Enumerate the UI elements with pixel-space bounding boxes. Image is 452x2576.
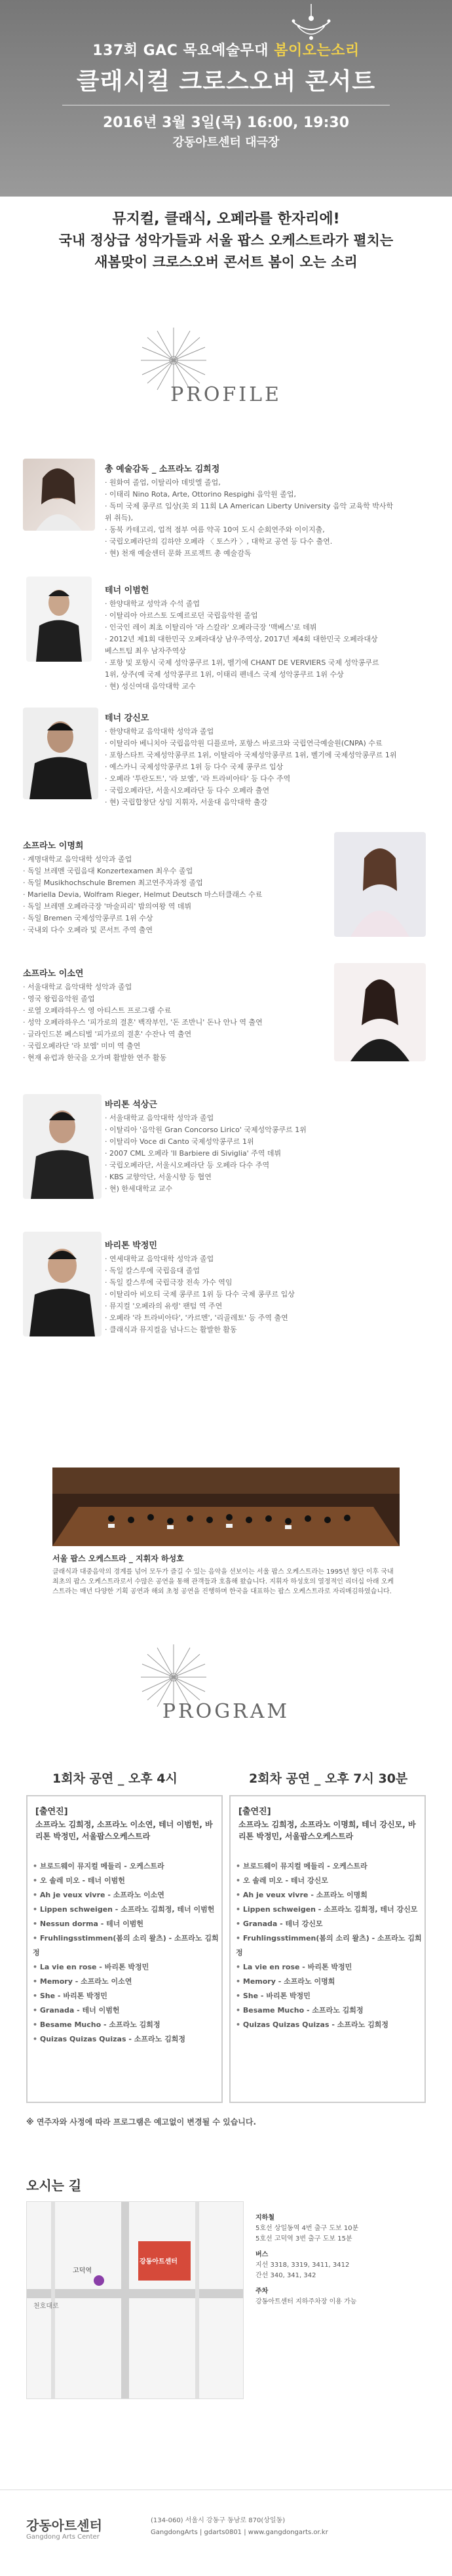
- list-item: • Fruhlingsstimmen(봄의 소리 왈츠) - 소프라노 김희정: [33, 1931, 219, 1960]
- program-section-marker: [0, 1638, 452, 1736]
- parking-line: 강동아트센터 지하주차장 이용 가능: [255, 2298, 357, 2305]
- profile-photo-1: [23, 459, 95, 531]
- profile-name: 바리톤 박정민: [105, 1241, 157, 1251]
- program-1-heading: 1회차 공연 _ 오후 4시: [52, 1771, 178, 1786]
- profile-line: · 국내외 다수 오페라 및 콘서트 주역 출연: [23, 926, 153, 934]
- list-item: • Ah je veux vivre - 소프라노 이명희: [236, 1888, 422, 1903]
- profile-line: · 예스카니 국제성악콩쿠르 1위 등 다수 국제 콩쿠르 입상: [105, 763, 284, 771]
- list-item: • Memory - 소프라노 이명희: [236, 1975, 422, 1989]
- bus-line: 간선 340, 341, 342: [255, 2272, 316, 2279]
- profile-3: [105, 711, 445, 808]
- profile-line: · 이탈리아 비오티 국제 콩쿠르 1위 등 다수 국제 콩쿠르 입상: [105, 1290, 295, 1298]
- profile-2: [105, 583, 445, 692]
- profile-name: 테너 이범헌: [105, 586, 149, 596]
- profile-line: · 독일 Musikhochschule Bremen 최고연주자과정 졸업: [23, 879, 203, 887]
- list-item: • Quizas Quizas Quizas - 소프라노 김희정: [33, 2032, 219, 2047]
- subway-title: 지하철: [255, 2214, 274, 2222]
- profile-line: · 원화여 졸업, 이탈리아 데빗엘 졸업,: [105, 478, 221, 487]
- list-item: • Fruhlingsstimmen(봄의 소리 왈츠) - 소프라노 김희정: [236, 1931, 422, 1960]
- program-section-title: PROGRAM: [162, 1700, 290, 1723]
- map-label-station: 고덕역: [73, 2267, 92, 2275]
- intro-line-2: 국내 정상급 성악가들과 서울 팝스 오케스트라가 펼치는: [58, 233, 394, 248]
- profile-line: · 현) 천재 예술센터 문화 프로젝트 총 예술감독: [105, 549, 252, 558]
- orchestra-description: 클래식과 대중음악의 경계를 넘어 모두가 즐길 수 있는 음악을 선보이는 서울 팝스 오케스트라는 1995년 창단 이후 국내 최초의 팝스 오케스트라로서 수많은 공연을 통해 관객들과 호흡해 왔습니다. 지휘자 하성호의 열정적인 리더십 아래 오케스트라는 매년 다양한 기획 공연과 해외 초청 공연을 진행하며 한국을 대표하는 팝스 오케스트라로 자리매김하였습니다.: [52, 1568, 394, 1595]
- header-venue: 강동아트센터 대극장: [172, 136, 280, 149]
- profile-line: · 로열 오페라하우스 영 아티스트 프로그램 수료: [23, 1006, 172, 1015]
- profile-line: · 포항 및 포항시 국제 성악콩쿠르 1위, 벨기에 CHANT DE VERVIERS 국제 성악콩쿠르: [105, 658, 379, 667]
- orchestra-title: 서울 팝스 오케스트라 _ 지휘자 하성호: [52, 1554, 184, 1563]
- profile-1: [105, 462, 445, 559]
- profile-line: 베스트팀 최우 남자주역상: [105, 647, 186, 655]
- profile-photo-3: [23, 708, 98, 799]
- profile-5: [23, 966, 298, 1064]
- cast-label: [출연진]: [35, 1807, 68, 1817]
- program-2-list: [236, 1859, 422, 2032]
- list-item: • Granada - 테너 강신모: [236, 1917, 422, 1931]
- program-note: ※ 연주자와 사정에 따라 프로그램은 예고없이 변경될 수 있습니다.: [26, 2117, 257, 2127]
- profile-line: · 서울대학교 음악대학 성악과 졸업: [105, 1114, 214, 1122]
- list-item: • Lippen schweigen - 소프라노 김희정, 테너 이범헌: [33, 1903, 219, 1917]
- list-item: • La vie en rose - 바리톤 박정민: [33, 1960, 219, 1975]
- program-2-box: [229, 1795, 426, 2103]
- footer-logo: 강동아트센터: [26, 2518, 102, 2533]
- profile-line: · 오페라 '라 트라비아타', '카르멘', '리골레토' 등 주역 출연: [105, 1314, 288, 1322]
- profile-line: · 성악 오페라하우스 '피가로의 결혼' 백작부인, '돈 조반니' 돈나 안나 역 출연: [23, 1018, 263, 1027]
- intro-text: [0, 208, 452, 273]
- profile-line: · 글라인드본 페스티벌 '피가로의 결혼' 수잔나 역 출연: [23, 1030, 192, 1038]
- profile-line: · 독미 국제 콩쿠르 입상(美 외 11회 LA American Liberty University 음악 교육학 박사학: [105, 502, 394, 510]
- subway-line: 5호선 고덕역 3번 출구 도보 15분: [255, 2235, 352, 2243]
- list-item: • Quizas Quizas Quizas - 소프라노 김희정: [236, 2018, 422, 2032]
- profile-line: · 연세대학교 음악대학 성악과 졸업: [105, 1255, 214, 1263]
- profile-line: · 이탈리아 '음악원 Gran Concorso Lirico' 국제성악콩쿠르 1위: [105, 1126, 307, 1134]
- profile-section-marker: [0, 321, 452, 419]
- profile-line: · 국립오페라단의 김하얀 오페라 〈 토스카 〉, 대학교 공연 등 다수 출연.: [105, 537, 333, 546]
- profile-line: · 독일 브레멘 국립음대 Konzertexamen 최우수 졸업: [23, 867, 193, 875]
- profile-line: · 2007 CML 오페라 'Il Barbiere di Siviglia' 주역 데뷔: [105, 1149, 282, 1158]
- program-1-list: [33, 1859, 219, 2047]
- list-item: • 브로드웨이 뮤지컬 메들리 - 오케스트라: [236, 1859, 422, 1874]
- cast-label: [출연진]: [238, 1807, 271, 1817]
- profile-line: · 한양대학교 음악대학 성악과 졸업: [105, 727, 214, 736]
- list-item: • La vie en rose - 바리톤 박정민: [236, 1960, 422, 1975]
- list-item: • Besame Mucho - 소프라노 김희정: [236, 2003, 422, 2018]
- parking-title: 주차: [255, 2288, 269, 2295]
- profile-line: · 한양대학교 성악과 수석 졸업: [105, 599, 200, 608]
- profile-line: · 국립오페라단 '라 보엠' 미미 역 출연: [23, 1042, 141, 1050]
- header-subtitle-prefix: 137회 GAC 목요예술무대: [92, 43, 269, 59]
- list-item: • She - 바리톤 박정민: [33, 1989, 219, 2003]
- list-item: • 오 솔레 미오 - 테너 이범헌: [33, 1874, 219, 1888]
- footer-links[interactable]: GangdongArts | gdarts0801 | www.gangdongarts.or.kr: [151, 2529, 328, 2536]
- profile-name: 바리톤 석상근: [105, 1100, 157, 1110]
- intro-line-3: 새봄맞이 크로스오버 콘서트 봄이 오는 소리: [94, 254, 358, 270]
- bus-line: 지선 3318, 3319, 3411, 3412: [255, 2262, 350, 2269]
- profile-line: · 영국 왕립음악원 졸업: [23, 994, 95, 1003]
- profile-line: · 이태리 Nino Rota, Arte, Ottorino Respighi 음악원 졸업,: [105, 490, 297, 499]
- list-item: • Ah je veux vivre - 소프라노 이소연: [33, 1888, 219, 1903]
- profile-line: · 계명대학교 음악대학 성악과 졸업: [23, 855, 132, 863]
- profile-line: · 이탈리아 아르스토 도예르로던 국립음악원 졸업: [105, 611, 258, 620]
- profile-line: · 현) 성신여대 음악대학 교수: [105, 682, 196, 691]
- footer: [0, 2490, 452, 2576]
- subway-line: 5호선 상일동역 4번 출구 도보 10분: [255, 2225, 359, 2232]
- profile-line: · 독일 칼스루에 국립극장 전속 가수 역임: [105, 1278, 233, 1287]
- cast-list: 소프라노 김희정, 소프라노 이명희, 테너 강신모, 바리톤 박정민, 서울팝스오케스트라: [238, 1820, 416, 1841]
- profile-name: 소프라노 이소연: [23, 969, 84, 979]
- profile-line: · KBS 교향악단, 서울시향 등 협연: [105, 1173, 212, 1181]
- profile-line: 위 취득),: [105, 514, 134, 522]
- footer-address: (134-060) 서울시 강동구 동남로 870(상일동): [151, 2517, 286, 2524]
- profile-line: 1위, 상주(예 국제 성악콩쿠르 1위, 이태리 펜네스 국제 성악콩쿠르 1위 수상: [105, 670, 344, 679]
- program-2-heading: 2회차 공연 _ 오후 7시 30분: [249, 1771, 408, 1786]
- location-map: [26, 2201, 244, 2399]
- profile-photo-2: [26, 577, 92, 662]
- profile-line: · 동북 카테고리, 업적 점부 여름 약곡 10여 도시 순회연주와 이이지출,: [105, 525, 325, 534]
- profile-line: · 현) 한세대학교 교수: [105, 1184, 173, 1193]
- profile-section-title: PROFILE: [170, 383, 282, 406]
- footer-logo-en: Gangdong Arts Center: [26, 2533, 100, 2541]
- list-item: • Granada - 테너 이범헌: [33, 2003, 219, 2018]
- profile-photo-6: [23, 1094, 102, 1199]
- profile-line: · 인국인 레이 최초 이탈리아 '라 스칼라' 오페라극장 '맥베스'로 데뷔: [105, 623, 317, 632]
- profile-line: · 국립오페라단, 서울시오페라단 등 다수 오페라 출연: [105, 786, 270, 795]
- profile-photo-5: [334, 963, 426, 1061]
- list-item: • She - 바리톤 박정민: [236, 1989, 422, 2003]
- profile-line: · 2012년 제1회 대한민국 오페라대상 남우주역상, 2017년 제4회 대한민국 오페라대상: [105, 635, 378, 643]
- profile-line: · 뮤지컬 '오페라의 유령' 팬텀 역 주연: [105, 1302, 223, 1310]
- profile-line: · 독일 칼스루에 국립음대 졸업: [105, 1266, 200, 1275]
- list-item: • Lippen schweigen - 소프라노 김희정, 테너 강신모: [236, 1903, 422, 1917]
- orchestra-photo: [52, 1468, 400, 1546]
- profile-line: · 포항스타트 국제성악콩쿠르 1위, 이탈리아 국제성악콩쿠르 1위, 벨기에 국제성악콩쿠르 1위: [105, 751, 397, 759]
- profile-line: · 현재 유럽과 한국을 오가며 활발한 연주 활동: [23, 1053, 167, 1062]
- bus-title: 버스: [255, 2251, 269, 2258]
- program-1-box: [26, 1795, 223, 2103]
- map-label-road: 천호대로: [33, 2303, 59, 2310]
- profile-photo-4: [334, 832, 426, 937]
- header-subtitle: [0, 39, 452, 60]
- directions-info: [255, 2208, 432, 2307]
- cast-list: 소프라노 김희정, 소프라노 이소연, 테너 이범헌, 바리톤 박정민, 서울팝스오케스트라: [35, 1820, 213, 1841]
- profile-line: · 클래식과 뮤지컬을 넘나드는 활발한 활동: [105, 1325, 237, 1334]
- profile-name: 소프라노 이명희: [23, 841, 84, 851]
- header-subtitle-accent: 봄이오는소리: [274, 43, 360, 59]
- profile-name: 총 예술감독 _ 소프라노 김희정: [105, 464, 220, 474]
- profile-6: [105, 1097, 445, 1195]
- directions-title: 오시는 길: [26, 2178, 82, 2193]
- header-date: 2016년 3월 3일(목) 16:00, 19:30: [102, 115, 349, 131]
- profile-line: · 이탈리아 베니치아 국립음악원 디플로마, 포항스 바로크와 국립연극예술원(CNPA) 수료: [105, 739, 383, 748]
- list-item: • Nessun dorma - 테너 이범헌: [33, 1917, 219, 1931]
- profile-7: [105, 1238, 445, 1336]
- footer-contact: [151, 2515, 328, 2539]
- header-title: 클래시컬 크로스오버 콘서트: [76, 68, 376, 95]
- intro-line-1: 뮤지컬, 클래식, 오페라를 한자리에!: [112, 211, 340, 227]
- profile-line: · 이탈리아 Voce di Canto 국제성악콩쿠르 1위: [105, 1137, 254, 1146]
- profile-photo-7: [23, 1232, 102, 1336]
- profile-line: · 현) 국립합창단 상임 지휘자, 서울대 음악대학 출강: [105, 798, 268, 806]
- profile-4: [23, 839, 298, 936]
- list-item: • 브로드웨이 뮤지컬 메들리 - 오케스트라: [33, 1859, 219, 1874]
- list-item: • 오 솔레 미오 - 테너 강신모: [236, 1874, 422, 1888]
- profile-line: · 서울대학교 음악대학 성악과 졸업: [23, 983, 132, 991]
- list-item: • Memory - 소프라노 이소연: [33, 1975, 219, 1989]
- profile-line: · 독일 브레멘 오페라극장 '마술피리' 밤의여왕 역 데뷔: [23, 902, 192, 911]
- profile-name: 테너 강신모: [105, 713, 149, 723]
- header-banner: [0, 0, 452, 197]
- profile-line: · Mariella Devia, Wolfram Rieger, Helmut Deutsch 마스터클래스 수료: [23, 890, 263, 899]
- list-item: • Besame Mucho - 소프라노 김희정: [33, 2018, 219, 2032]
- profile-line: · 국립오페라단, 서울시오페라단 등 오페라 다수 주역: [105, 1161, 270, 1169]
- map-label-venue: 강동아트센터: [140, 2258, 178, 2265]
- profile-line: · 독일 Bremen 국제성악콩쿠르 1위 수상: [23, 914, 153, 922]
- profile-line: · 오페라 '투란도트', '라 보엠', '라 트라비아타' 등 다수 주역: [105, 774, 291, 783]
